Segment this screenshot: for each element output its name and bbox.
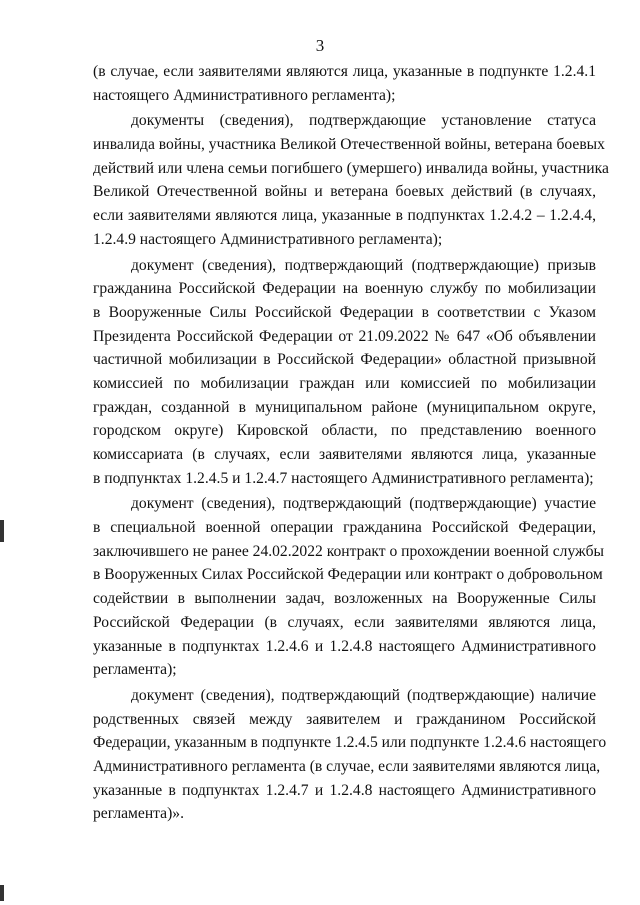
text-line: в Вооруженные Силы Российской Федерации в соответствии с Указом bbox=[93, 303, 596, 321]
text-line: заключившего не ранее 24.02.2022 контракт о прохождении военной службы bbox=[93, 542, 605, 560]
text-line: Федерации, указанным в подпункте 1.2.4.5 или подпункте 1.2.4.6 настоящего bbox=[93, 734, 607, 752]
text-line: граждан, созданной в муниципальном районе (муниципальном округе, bbox=[93, 398, 596, 416]
text-line: в специальной военной операции гражданина Российской Федерации, bbox=[93, 519, 596, 537]
text-line: в подпунктах 1.2.4.5 и 1.2.4.7 настоящего Административного регламента); bbox=[93, 469, 594, 487]
scan-edge-mark bbox=[0, 520, 4, 542]
text-line: документ (сведения), подтверждающий (подтверждающие) призыв bbox=[131, 256, 596, 274]
text-line: городском округе) Кировской области, по представлению военного bbox=[93, 422, 596, 440]
paragraph-mobilization-document bbox=[93, 254, 596, 491]
text-line: в Вооруженных Силах Российской Федерации или контракт о добровольном bbox=[93, 566, 603, 584]
text-line: регламента); bbox=[93, 661, 177, 679]
text-line: комиссией по мобилизации граждан или комиссией по мобилизации bbox=[93, 374, 596, 392]
paragraph-continuation bbox=[93, 60, 596, 107]
paragraph-special-operation-document bbox=[93, 492, 605, 682]
text-line: Великой Отечественной войны и ветерана боевых действий (в случаях, bbox=[93, 183, 596, 201]
text-line: 1.2.4.9 настоящего Административного регламента); bbox=[93, 230, 443, 248]
text-line: документ (сведения), подтверждающий (подтверждающие) участие bbox=[131, 495, 596, 513]
text-line: настоящего Административного регламента); bbox=[93, 86, 396, 104]
text-line: если заявителями являются лица, указанные в подпунктах 1.2.4.2 – 1.2.4.4, bbox=[93, 207, 596, 225]
text-line: указанные в подпунктах 1.2.4.6 и 1.2.4.8 настоящего Административного bbox=[93, 637, 596, 655]
text-line: частичной мобилизации в Российской Федерации» областной призывной bbox=[93, 351, 596, 369]
text-line: родственных связей между заявителем и гражданином Российской bbox=[93, 710, 596, 728]
text-line: комиссариата (в случаях, если заявителями являются лица, указанные bbox=[93, 446, 596, 463]
text-line: регламента)». bbox=[93, 805, 184, 823]
text-line: действий или члена семьи погибшего (умершего) инвалида войны, участника bbox=[93, 159, 609, 177]
text-line: документ (сведения), подтверждающий (подтверждающие) наличие bbox=[131, 686, 596, 704]
page-number: 3 bbox=[315, 36, 325, 55]
text-line: гражданина Российской Федерации на военную службу по мобилизации bbox=[93, 280, 596, 298]
text-line: содействии в выполнении задач, возложенных на Вооруженные Силы bbox=[93, 590, 596, 608]
document-body bbox=[93, 60, 609, 828]
paragraph-war-status-documents bbox=[93, 109, 609, 251]
text-line: документы (сведения), подтверждающие установление статуса bbox=[131, 112, 596, 130]
paragraph-kinship-document bbox=[93, 684, 607, 826]
text-line: (в случае, если заявителями являются лица, указанные в подпункте 1.2.4.1 bbox=[93, 63, 596, 80]
text-line: инвалида войны, участника Великой Отечественной войны, ветерана боевых bbox=[93, 136, 605, 154]
text-line: Президента Российской Федерации от 21.09.2022 № 647 «Об объявлении bbox=[93, 327, 596, 345]
text-line: указанные в подпунктах 1.2.4.7 и 1.2.4.8 настоящего Административного bbox=[93, 781, 596, 799]
text-line: Административного регламента (в случае, если заявителями являются лица, bbox=[93, 757, 601, 775]
scan-edge-mark bbox=[0, 885, 4, 901]
text-line: Российской Федерации (в случаях, если заявителями являются лица, bbox=[93, 613, 596, 631]
